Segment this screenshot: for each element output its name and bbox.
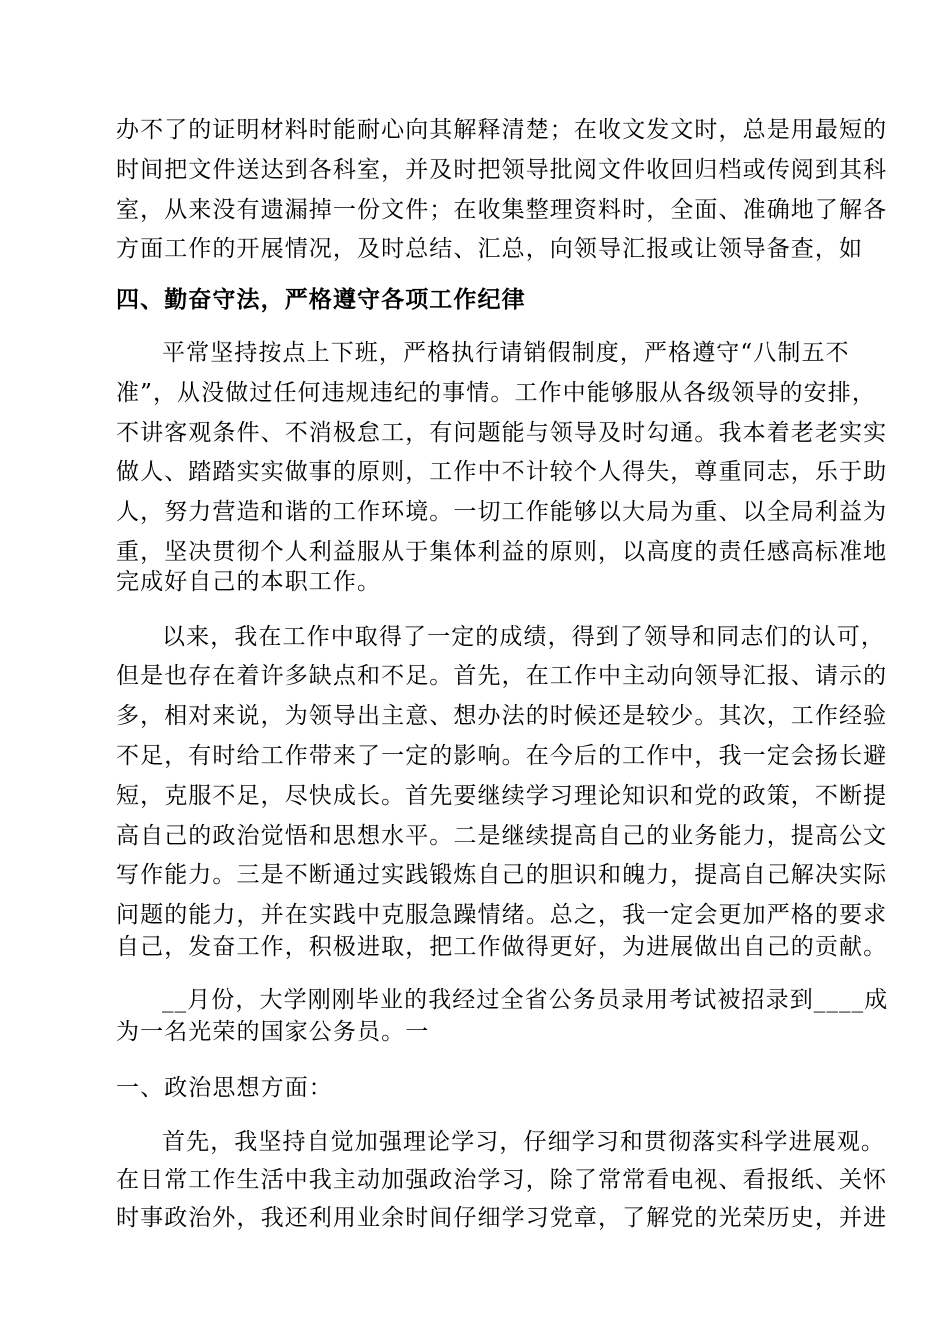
paragraph-line: 时事政治外，我还利用业余时间仔细学习党章，了解党的光荣历史，并进 [116, 1205, 888, 1231]
paragraph-line: 以来，我在工作中取得了一定的成绩，得到了领导和同志们的认可， [162, 624, 885, 650]
paragraph-line: 完成好自己的本职工作。 [116, 569, 382, 595]
paragraph-line: 做人、踏踏实实做事的原则，工作中不计较个人得失，尊重同志，乐于助 [116, 459, 888, 485]
paragraph-line: 为一名光荣的国家公务员。一 [116, 1019, 430, 1045]
paragraph-line: 在日常工作生活中我主动加强政治学习，除了常常看电视、看报纸、关怀 [116, 1167, 888, 1193]
paragraph-line: 室，从来没有遗漏掉一份文件；在收集整理资料时，全面、准确地了解各 [116, 197, 888, 223]
paragraph-line: 办不了的证明材料时能耐心向其解释清楚；在收文发文时，总是用最短的 [116, 117, 888, 143]
paragraph-line: 不讲客观条件、不消极怠工，有问题能与领导及时勾通。我本着老老实实 [116, 420, 888, 446]
paragraph-line: 问题的能力，并在实践中克服急躁情绪。总之，我一定会更加严格的要求 [116, 902, 888, 928]
paragraph-line: 但是也存在着许多缺点和不足。首先，在工作中主动向领导汇报、请示的 [116, 663, 888, 689]
paragraph-line: 人，努力营造和谐的工作环境。一切工作能够以大局为重、以全局利益为 [116, 499, 888, 525]
paragraph-line: 不足，有时给工作带来了一定的影响。在今后的工作中，我一定会扬长避 [116, 743, 888, 769]
section-heading: 一、政治思想方面： [116, 1075, 333, 1101]
paragraph-line: __月份，大学刚刚毕业的我经过全省公务员录用考试被招录到____成 [162, 987, 889, 1013]
paragraph-line: 重，坚决贯彻个人利益服从于集体利益的原则，以高度的责任感高标准地 [116, 539, 888, 565]
paragraph-line: 高自己的政治觉悟和思想水平。二是继续提高自己的业务能力，提高公文 [116, 823, 888, 849]
paragraph-line: 方面工作的开展情况，及时总结、汇总，向领导汇报或让领导备查，如 [116, 236, 864, 262]
paragraph-line: 平常坚持按点上下班，严格执行请销假制度，严格遵守“八制五不 [162, 340, 850, 366]
paragraph-line: 时间把文件送达到各科室，并及时把领导批阅文件收回归档或传阅到其科 [116, 157, 888, 183]
paragraph-line: 自己，发奋工作，积极进取，把工作做得更好，为进展做出自己的贡献。 [116, 934, 888, 960]
paragraph-line: 准”，从没做过任何违规违纪的事情。工作中能够服从各级领导的安排， [116, 380, 876, 406]
paragraph-line: 短，克服不足，尽快成长。首先要继续学习理论知识和党的政策，不断提 [116, 783, 888, 809]
section-heading: 四、勤奋守法，严格遵守各项工作纪律 [116, 286, 526, 313]
paragraph-line: 写作能力。三是不断通过实践锻炼自己的胆识和魄力，提高自己解决实际 [116, 862, 888, 888]
paragraph-line: 多，相对来说，为领导出主意、想办法的时候还是较少。其次，工作经验 [116, 703, 888, 729]
paragraph-line: 首先，我坚持自觉加强理论学习，仔细学习和贯彻落实科学进展观。 [162, 1129, 885, 1155]
